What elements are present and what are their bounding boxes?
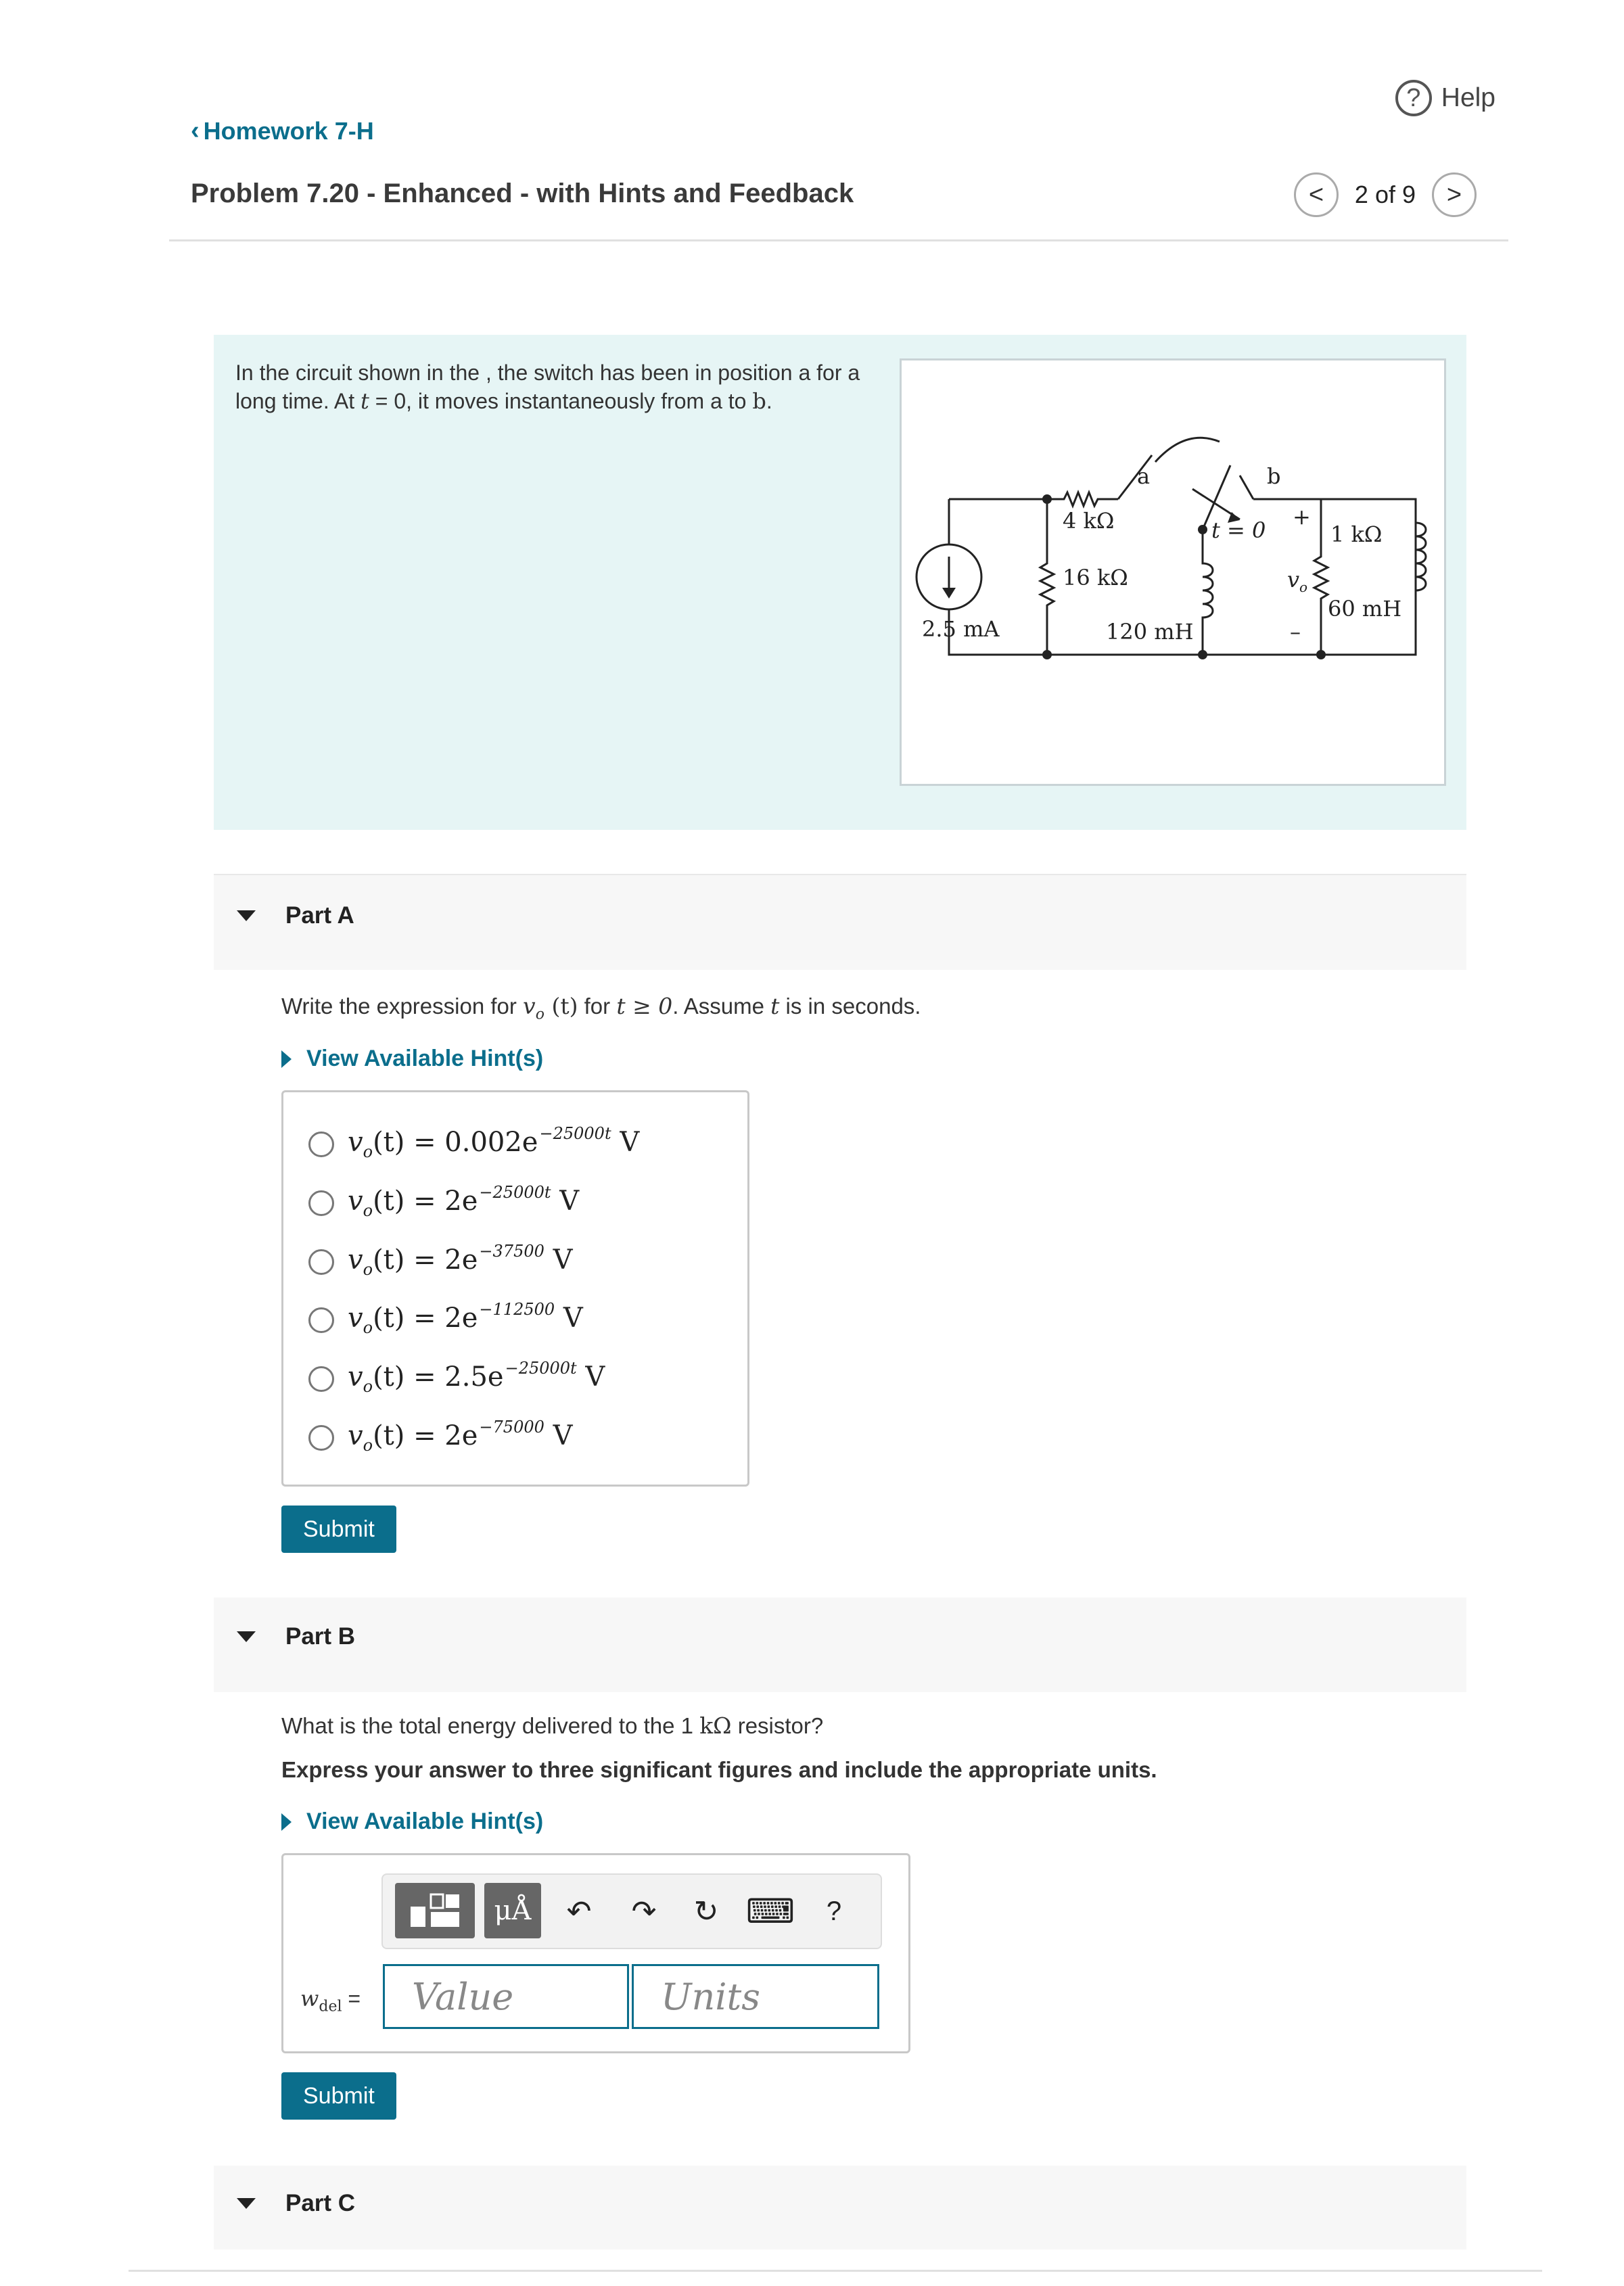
circuit-label-vo-sub: o [1299,579,1308,595]
units-button[interactable]: μÅ [484,1883,541,1938]
part-b-header[interactable] [214,1597,1466,1692]
keyboard-icon[interactable]: ⌨ [745,1892,795,1930]
chevron-left-icon: ‹ [191,116,200,145]
circuit-label-vo: v [1287,567,1300,592]
part-a-header[interactable] [214,874,1466,970]
part-b-title: Part B [285,1623,356,1650]
answer-variable-label: $w_{del}$ = [300,1986,361,2015]
caret-right-icon [281,1813,292,1831]
circuit-label-minus: – [1290,619,1301,645]
caret-down-icon[interactable] [237,1631,256,1642]
circuit-label-1k: 1 kΩ [1330,521,1383,547]
part-b-submit-button[interactable]: Submit [281,2072,396,2120]
hint-link-label: View Available Hint(s) [306,1809,544,1834]
page-title: Problem 7.20 - Enhanced - with Hints and Feedback [191,179,854,208]
part-a-hint-link[interactable] [281,1046,543,1072]
radio-button[interactable] [308,1190,334,1216]
radio-button[interactable] [308,1425,334,1451]
caret-down-icon[interactable] [237,2198,256,2209]
previous-problem-button[interactable] [1294,172,1339,217]
radio-button[interactable] [308,1307,334,1333]
help-icon: ? [1395,80,1432,116]
back-to-assignment-link[interactable] [191,116,374,145]
part-b-instruction: Express your answer to three significant figures and include the appropriate units. [281,1757,1157,1782]
choice-option[interactable]: $v_o(t) = 2e^{-75000}$ V [308,1420,573,1455]
circuit-label-120mh: 120 mH [1106,619,1194,645]
circuit-label-a: a [1137,463,1151,489]
problem-statement: In the circuit shown in the , the switch has been in position a for a long time. At t = 0, it moves instantaneously from a to b. [235,360,860,414]
circuit-label-4k: 4 kΩ [1063,508,1115,534]
caret-right-icon [281,1050,292,1068]
circuit-label-source: 2.5 mA [922,616,1000,642]
choice-option[interactable]: $v_o(t) = 2.5e^{-25000t}$ V [308,1361,605,1396]
part-a-question: Write the expression for $v_o$ (t) for t ≥ 0. Assume t is in seconds. [281,993,921,1023]
circuit-label-16k: 16 kΩ [1063,565,1128,590]
header-divider [169,239,1508,241]
problem-pager [1294,172,1477,217]
redo-icon[interactable]: ↷ [631,1894,657,1928]
chevron-left-icon: < [1308,180,1324,209]
radio-button[interactable] [308,1249,334,1275]
chevron-right-icon: > [1446,180,1462,209]
help-link[interactable] [1395,80,1495,116]
radio-button[interactable] [308,1132,334,1157]
circuit-label-switch-time: t = 0 [1211,517,1266,543]
circuit-label-b: b [1267,463,1281,489]
radio-button[interactable] [308,1366,334,1392]
back-link-label: Homework 7-H [203,116,374,145]
reset-icon[interactable]: ↻ [693,1894,719,1928]
value-input[interactable]: Value [383,1964,629,2029]
part-b-question: What is the total energy delivered to the 1 kΩ resistor? [281,1712,824,1739]
circuit-diagram [902,360,1444,784]
templates-button[interactable] [395,1883,475,1938]
caret-down-icon[interactable] [237,910,256,921]
part-c-title: Part C [285,2190,356,2216]
hint-link-label: View Available Hint(s) [306,1046,544,1071]
circuit-label-plus: + [1293,504,1311,530]
part-c-header[interactable] [214,2166,1466,2249]
part-a-title: Part A [285,902,354,929]
choice-option[interactable]: $v_o(t) = 2e^{-37500}$ V [308,1244,573,1279]
help-label: Help [1441,83,1495,112]
pager-text: 2 of 9 [1354,181,1416,208]
templates-icon [407,1890,463,1931]
choice-option[interactable]: $v_o(t) = 2e^{-25000t}$ V [308,1186,579,1220]
footer-divider [129,2270,1542,2272]
next-problem-button[interactable] [1432,172,1477,217]
units-input[interactable]: Units [632,1964,879,2029]
part-a-submit-button[interactable]: Submit [281,1506,396,1553]
circuit-figure[interactable] [900,358,1446,786]
choice-option[interactable]: $v_o(t) = 2e^{-112500}$ V [308,1303,583,1337]
part-b-hint-link[interactable] [281,1809,543,1835]
choice-option[interactable]: $v_o(t) = 0.002e^{-25000t}$ V [308,1127,639,1161]
undo-icon[interactable]: ↶ [566,1894,592,1928]
circuit-label-60mh: 60 mH [1328,596,1402,622]
help-icon[interactable]: ? [826,1896,842,1926]
